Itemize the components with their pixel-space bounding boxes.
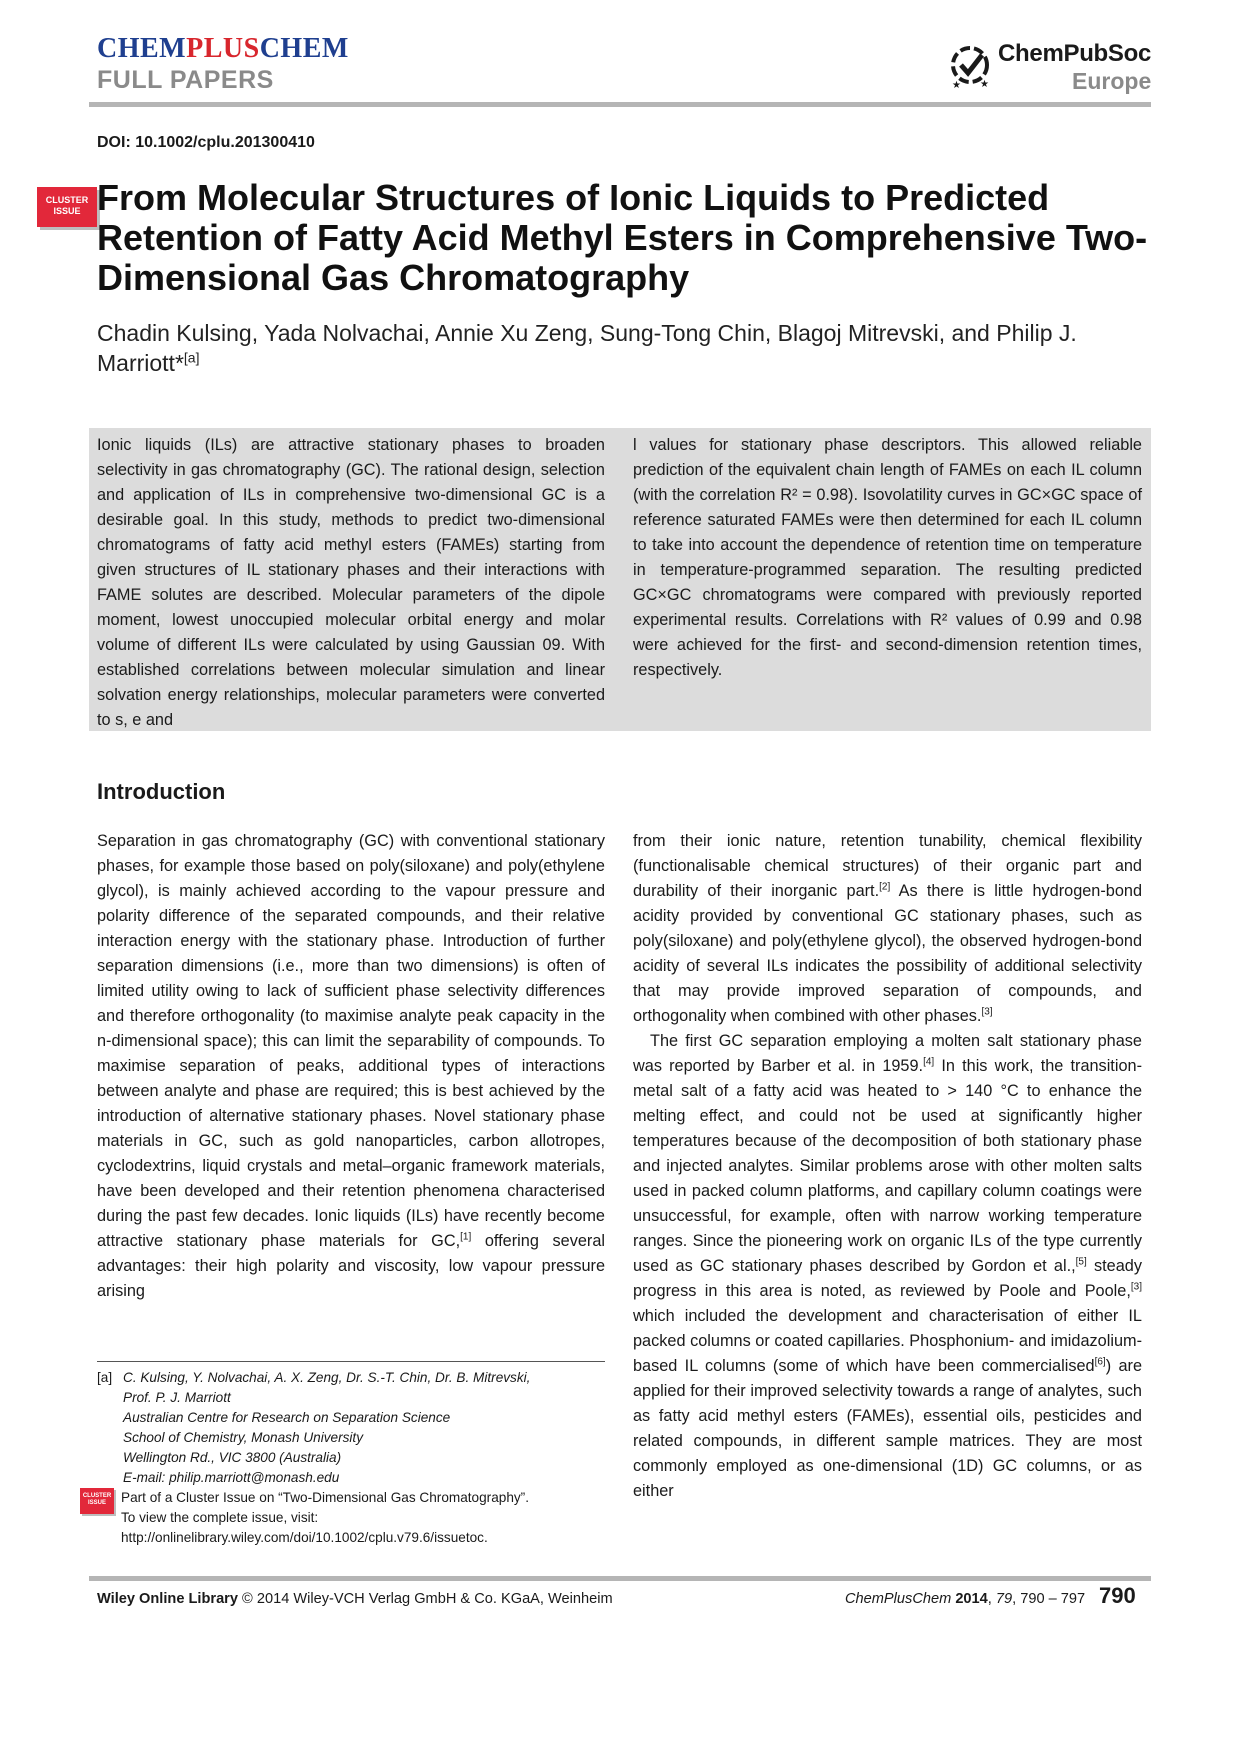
cluster-note: Part of a Cluster Issue on “Two-Dimensional Gas Chromatography”. To view the complete issue, visit: http://onlinelibrary.wiley.com/doi/10.1002/cplu.v79.6/issuetoc. — [121, 1488, 621, 1548]
citation[interactable]: [6] — [1094, 1356, 1106, 1368]
intro-right-column — [633, 829, 1142, 1504]
citation[interactable]: [1] — [460, 1231, 472, 1243]
footer-citation: ChemPlusChem 2014, 79, 790 – 797 — [845, 1591, 1086, 1607]
author-list: Chadin Kulsing, Yada Nolvachai, Annie Xu Zeng, Sung-Tong Chin, Blagoj Mitrevski, and Philip J. Marriott*[a] — [97, 320, 1077, 376]
citation[interactable]: [5] — [1075, 1256, 1087, 1268]
publisher-emblem-icon — [946, 40, 996, 90]
section-label: FULL PAPERS — [97, 66, 274, 94]
issue-link[interactable]: http://onlinelibrary.wiley.com/doi/10.1002/cplu.v79.6/issuetoc. — [121, 1530, 488, 1545]
intro-left-column: Separation in gas chromatography (GC) with conventional stationary phases, for example those based on poly(siloxane) and poly(ethylene glycol), is mainly achieved according to the vapour pressure and polarity difference of the separated compounds, and their relative interaction energy with the stationary phase. Introduction of further separation dimensions (i.e., more than two dimensions) is often of limited utility owing to lack of sufficient phase selectivity differences and therefore orthogonality (to maximise analyte peak capacity in the n-dimensional space); this can limit the separability of compounds. To maximise separation of peaks, additional types of interactions between analyte and phase are required; this is best achieved by the introduction of alternative stationary phases. Novel stationary phase materials in GC, such as gold nanoparticles, carbon allotropes, cyclodextrins, liquid crystals and metal–organic framework materials, have been developed and their retention phenomena characterised during the past few decades. Ionic liquids (ILs) have recently become attractive stationary phase materials for GC,[1] offering several advantages: their high polarity and viscosity, low vapour pressure arising — [97, 832, 605, 1300]
citation[interactable]: [3] — [1130, 1281, 1142, 1293]
journal-name: CHEMPLUSCHEM — [97, 33, 349, 64]
abstract-right-column: l values for stationary phase descriptors. This allowed reliable prediction of the equivalent chain length of FAMEs on each IL column (with the correlation R² = 0.98). Isovolatility curves in GC×GC space of reference saturated FAMEs were then determined for each IL column to take into account the dependence of retention time on temperature in temperature-programmed separation. The resulting predicted GC×GC chromatograms were compared with previously reported experimental results. Correlations with R² values of 0.99 and 0.98 were achieved for the first- and second-dimension retention times, respectively. — [633, 436, 1142, 679]
abstract-left-column: Ionic liquids (ILs) are attractive stationary phases to broaden selectivity in gas chromatography (GC). The rational design, selection and application of ILs in comprehensive two-dimensional GC is a desirable goal. In this study, methods to predict two-dimensional chromatograms of fatty acid methyl esters (FAMEs) starting from given structures of IL stationary phases and their interactions with FAME solutes are described. Molecular parameters of the dipole moment, lowest unoccupied molecular orbital energy and molar volume of different ILs were calculated by using Gaussian 09. With established correlations between molecular simulation and linear solvation energy relationships, molecular parameters were converted to s, e and — [97, 436, 605, 729]
publisher-name: ChemPubSoc — [998, 40, 1152, 67]
paragraph: from their ionic nature, retention tunability, chemical flexibility (functionalisable chemical structures) of their organic part and durability of their inorganic part.[2] As there is little hydrogen-bond acidity provided by conventional GC stationary phases, such as poly(siloxane) and poly(ethylene glycol), the observed hydrogen-bond acidity of several ILs indicates the possibility of additional selectivity that may provide improved separation of compounds, and orthogonality when combined with other phases.[3] — [633, 832, 1142, 1025]
page-number: 790 — [1099, 1583, 1136, 1608]
footer-rule — [89, 1576, 1151, 1581]
cluster-issue-badge: CLUSTER ISSUE — [37, 187, 97, 227]
article-title: From Molecular Structures of Ionic Liquids to Predicted Retention of Fatty Acid Methyl Esters in Comprehensive Two-Dimensional Gas Chromatography — [97, 177, 1148, 298]
publisher-logo — [946, 38, 1152, 98]
doi: DOI: 10.1002/cplu.201300410 — [97, 134, 315, 151]
footer-left: Wiley Online Library © 2014 Wiley-VCH Verlag GmbH & Co. KGaA, Weinheim — [97, 1591, 613, 1607]
contact-email[interactable]: E-mail: philip.marriott@monash.edu — [123, 1470, 340, 1485]
citation[interactable]: [2] — [879, 881, 891, 893]
publisher-sub: Europe — [1072, 68, 1152, 94]
cluster-issue-badge-small: CLUSTER ISSUE — [80, 1488, 114, 1514]
svg-text:★: ★ — [980, 79, 989, 90]
footnote-rule — [97, 1361, 605, 1362]
paragraph: The first GC separation employing a molten salt stationary phase was reported by Barber et al. in 1959.[4] In this work, the transition-metal salt of a fatty acid was heated to > 140 °C to enhance the melting effect, and could not be used at significantly higher temperatures because of the decomposition of both stationary phase and injected analytes. Similar problems arose with other molten salts used in packed column platforms, and capillary column coatings were unsuccessful, for example, often with narrow working temperature ranges. Since the pioneering work on organic ILs of the type currently used as GC stationary phases described by Gordon et al.,[5] steady progress in this area is noted, as reviewed by Poole and Poole,[3] which included the development and characterisation of either IL packed columns or coated capillaries. Phosphonium- and imidazolium-based IL columns (some of which have been commercialised[6]) are applied for their improved selectivity towards a range of analytes, such as fatty acid methyl esters (FAMEs), essential oils, pesticides and related compounds, in different sample matrices. They are most commonly employed as one-dimensional (1D) GC columns, or as either — [633, 1032, 1142, 1500]
citation[interactable]: [4] — [923, 1056, 935, 1068]
affiliation-footnote: [a] C. Kulsing, Y. Nolvachai, A. X. Zeng, Dr. S.-T. Chin, Dr. B. Mitrevski, Prof. P. J. Marriott Australian Centre for Research on Separation Science School of Chemistry, Monash University Wellington Rd., VIC 3800 (Australia) E-mail: philip.marriott@monash.edu — [97, 1368, 617, 1488]
svg-text:★: ★ — [952, 80, 961, 90]
citation[interactable]: [3] — [981, 1006, 993, 1018]
introduction-heading: Introduction — [97, 779, 226, 804]
header-rule — [89, 102, 1151, 107]
wiley-online-library-link[interactable]: Wiley Online Library — [97, 1591, 238, 1607]
